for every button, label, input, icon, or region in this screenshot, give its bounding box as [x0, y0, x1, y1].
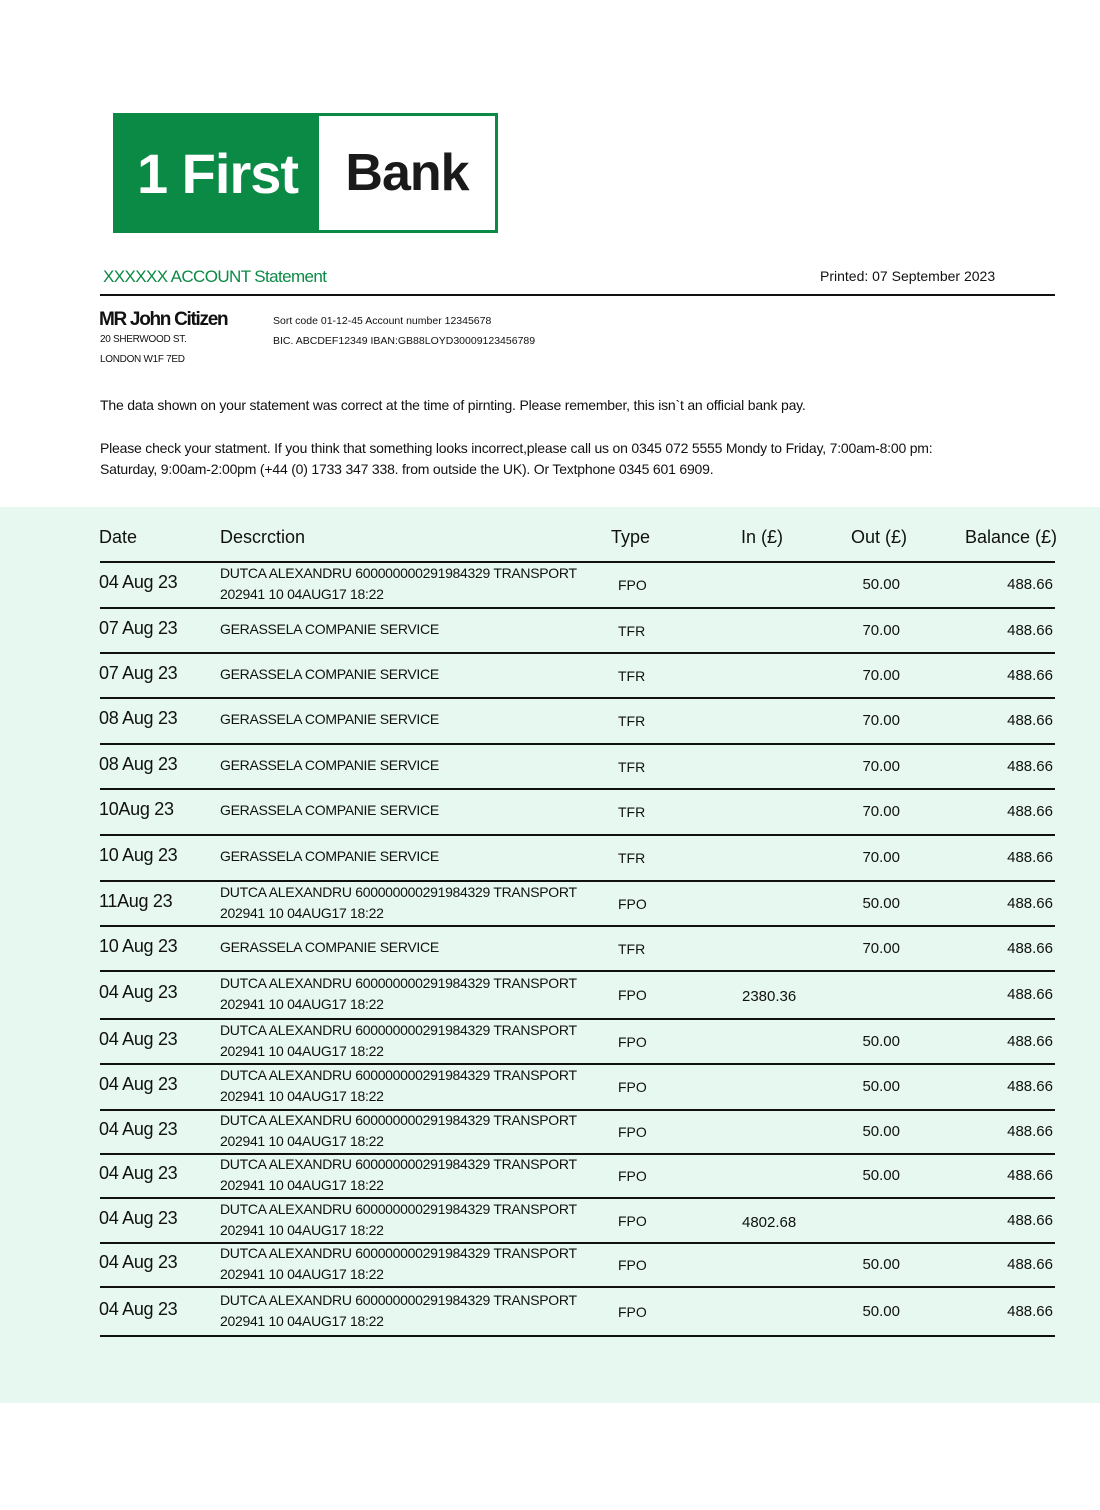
- cell-balance: 488.66: [1007, 622, 1053, 639]
- cell-date: 10 Aug 23: [99, 936, 178, 956]
- cell-balance: 488.66: [1007, 895, 1053, 912]
- cell-balance: 488.66: [1007, 1167, 1053, 1184]
- table-row: [0, 1111, 1100, 1155]
- row-divider: [100, 1335, 1055, 1337]
- description-line-1: DUTCA ALEXANDRU 600000000291984329 TRANSPORT: [220, 1245, 577, 1261]
- cell-type: TFR: [618, 759, 646, 775]
- cell-date: 04 Aug 23: [99, 1163, 178, 1183]
- description-line-1: DUTCA ALEXANDRU 600000000291984329 TRANSPORT: [220, 1156, 577, 1172]
- bic-iban: BIC. ABCDEF12349 IBAN:GB88LOYD30009123456789: [273, 335, 536, 347]
- logo-word-bank: Bank: [345, 144, 469, 202]
- cell-description: GERASSELA COMPANIE SERVICE: [220, 848, 439, 864]
- description-line-2: 202941 10 04AUG17 18:22: [220, 1266, 384, 1282]
- table-row: [0, 1199, 1100, 1244]
- column-header-in: In (£): [741, 527, 784, 547]
- table-header: [0, 507, 1100, 563]
- cell-date: 07 Aug 23: [99, 618, 178, 638]
- cell-date: 08 Aug 23: [99, 754, 178, 774]
- cell-type: TFR: [618, 804, 646, 820]
- cell-type: FPO: [618, 1079, 647, 1095]
- table-row: [0, 745, 1100, 790]
- cell-type: FPO: [618, 1257, 647, 1273]
- cell-date: 04 Aug 23: [99, 1119, 178, 1139]
- cell-date: 04 Aug 23: [99, 1252, 178, 1272]
- cell-balance: 488.66: [1007, 1212, 1053, 1229]
- address-line-1: 20 SHERWOOD ST.: [100, 334, 187, 345]
- cell-type: FPO: [618, 896, 647, 912]
- table-row: [0, 563, 1100, 609]
- cell-description: GERASSELA COMPANIE SERVICE: [220, 802, 439, 818]
- cell-type: FPO: [618, 987, 647, 1003]
- cell-balance: 488.66: [1007, 1123, 1053, 1140]
- cell-description: GERASSELA COMPANIE SERVICE: [220, 666, 439, 682]
- cell-out-amount: 50.00: [862, 1303, 900, 1320]
- cell-type: TFR: [618, 668, 646, 684]
- cell-out-amount: 70.00: [862, 667, 900, 684]
- description-line-2: 202941 10 04AUG17 18:22: [220, 996, 384, 1012]
- logo-word-first: First: [181, 141, 299, 205]
- table-row: [0, 1065, 1100, 1111]
- cell-date: 04 Aug 23: [99, 1074, 178, 1094]
- cell-description: [220, 882, 577, 924]
- cell-date: 10 Aug 23: [99, 845, 178, 865]
- description-line-1: DUTCA ALEXANDRU 600000000291984329 TRANSPORT: [220, 975, 577, 991]
- cell-balance: 488.66: [1007, 1078, 1053, 1095]
- cell-out-amount: 70.00: [862, 622, 900, 639]
- cell-out-amount: 50.00: [862, 1033, 900, 1050]
- table-row: [0, 927, 1100, 972]
- description-line-1: DUTCA ALEXANDRU 600000000291984329 TRANSPORT: [220, 884, 577, 900]
- cell-date: 08 Aug 23: [99, 708, 178, 728]
- cell-description: [220, 1154, 577, 1196]
- cell-out-amount: 50.00: [862, 1256, 900, 1273]
- description-line-1: DUTCA ALEXANDRU 600000000291984329 TRANSPORT: [220, 1292, 577, 1308]
- cell-balance: 488.66: [1007, 803, 1053, 820]
- cell-description: GERASSELA COMPANIE SERVICE: [220, 711, 439, 727]
- column-header-balance: Balance (£): [965, 527, 1058, 547]
- cell-description: [220, 973, 577, 1015]
- table-row: [0, 836, 1100, 882]
- column-header-type: Type: [611, 527, 651, 547]
- cell-type: FPO: [618, 1168, 647, 1184]
- cell-in-amount: 2380.36: [742, 988, 797, 1005]
- address-line-2: LONDON W1F 7ED: [100, 354, 185, 365]
- cell-balance: 488.66: [1007, 1256, 1053, 1273]
- cell-date: 04 Aug 23: [99, 1208, 178, 1228]
- cell-out-amount: 50.00: [862, 895, 900, 912]
- header-divider: [100, 294, 1055, 296]
- description-line-1: DUTCA ALEXANDRU 600000000291984329 TRANSPORT: [220, 1201, 577, 1217]
- cell-description: GERASSELA COMPANIE SERVICE: [220, 621, 439, 637]
- logo-white-block: [319, 116, 495, 230]
- cell-description: [220, 1110, 577, 1152]
- cell-balance: 488.66: [1007, 940, 1053, 957]
- table-row: [0, 972, 1100, 1020]
- column-header-date: Date: [99, 527, 138, 547]
- logo-number: 1: [136, 141, 168, 205]
- logo-green-block: [116, 116, 319, 230]
- cell-out-amount: 50.00: [862, 576, 900, 593]
- cell-type: FPO: [618, 577, 647, 593]
- table-row: [0, 1155, 1100, 1199]
- cell-description: [220, 563, 577, 605]
- description-line-1: DUTCA ALEXANDRU 600000000291984329 TRANSPORT: [220, 1112, 577, 1128]
- cell-date: 04 Aug 23: [99, 1299, 178, 1319]
- cell-description: GERASSELA COMPANIE SERVICE: [220, 757, 439, 773]
- column-header-description: Descrction: [220, 527, 306, 547]
- cell-balance: 488.66: [1007, 1033, 1053, 1050]
- contact-notice: Please check your statment. If you think that something looks incorrect,please call us on 0345 072 5555 Mondy to Friday, 7:00am-8:00 pm: Saturday, 9:00am-2:00pm (+44 (0) 1733 347 338. from outside the UK). Or Textphone 0345 601 6909.: [100, 440, 933, 477]
- cell-date: 07 Aug 23: [99, 663, 178, 683]
- table-row: [0, 1288, 1100, 1337]
- table-row: [0, 699, 1100, 745]
- cell-balance: 488.66: [1007, 667, 1053, 684]
- cell-type: FPO: [618, 1124, 647, 1140]
- cell-date: 04 Aug 23: [99, 572, 178, 592]
- column-header-out: Out (£): [851, 527, 908, 547]
- cell-balance: 488.66: [1007, 1303, 1053, 1320]
- cell-balance: 488.66: [1007, 986, 1053, 1003]
- cell-out-amount: 70.00: [862, 803, 900, 820]
- table-row: [0, 654, 1100, 699]
- customer-name: MR John Citizen: [99, 309, 228, 330]
- description-line-2: 202941 10 04AUG17 18:22: [220, 1088, 384, 1104]
- cell-type: FPO: [618, 1304, 647, 1320]
- cell-out-amount: 50.00: [862, 1167, 900, 1184]
- cell-type: TFR: [618, 941, 646, 957]
- description-line-1: DUTCA ALEXANDRU 600000000291984329 TRANSPORT: [220, 565, 577, 581]
- cell-balance: 488.66: [1007, 849, 1053, 866]
- cell-out-amount: 50.00: [862, 1078, 900, 1095]
- table-row: [0, 1244, 1100, 1288]
- statement-title: XXXXXX ACCOUNT Statement: [103, 267, 327, 286]
- description-line-2: 202941 10 04AUG17 18:22: [220, 586, 384, 602]
- sort-code-account-number: Sort code 01-12-45 Account number 12345678: [273, 315, 492, 327]
- cell-balance: 488.66: [1007, 712, 1053, 729]
- cell-out-amount: 50.00: [862, 1123, 900, 1140]
- description-line-2: 202941 10 04AUG17 18:22: [220, 905, 384, 921]
- description-line-1: DUTCA ALEXANDRU 600000000291984329 TRANSPORT: [220, 1067, 577, 1083]
- description-line-2: 202941 10 04AUG17 18:22: [220, 1313, 384, 1329]
- cell-in-amount: 4802.68: [742, 1214, 797, 1231]
- table-row: [0, 882, 1100, 927]
- cell-description: [220, 1290, 577, 1332]
- cell-type: FPO: [618, 1213, 647, 1229]
- cell-balance: 488.66: [1007, 576, 1053, 593]
- cell-type: TFR: [618, 850, 646, 866]
- transactions-panel: [0, 507, 1100, 1403]
- cell-type: FPO: [618, 1034, 647, 1050]
- cell-date: 10Aug 23: [99, 799, 174, 819]
- table-row: [0, 609, 1100, 654]
- description-line-2: 202941 10 04AUG17 18:22: [220, 1177, 384, 1193]
- description-line-2: 202941 10 04AUG17 18:22: [220, 1222, 384, 1238]
- cell-out-amount: 70.00: [862, 758, 900, 775]
- cell-date: 11Aug 23: [99, 891, 173, 911]
- cell-description: [220, 1243, 577, 1285]
- cell-description: [220, 1020, 577, 1062]
- cell-out-amount: 70.00: [862, 849, 900, 866]
- accuracy-notice: The data shown on your statement was correct at the time of pirnting. Please remember, this isn`t an official bank pay.: [100, 397, 806, 413]
- description-line-2: 202941 10 04AUG17 18:22: [220, 1043, 384, 1059]
- cell-out-amount: 70.00: [862, 940, 900, 957]
- cell-date: 04 Aug 23: [99, 1029, 178, 1049]
- table-row: [0, 1020, 1100, 1065]
- cell-balance: 488.66: [1007, 758, 1053, 775]
- description-line-2: 202941 10 04AUG17 18:22: [220, 1133, 384, 1149]
- cell-description: GERASSELA COMPANIE SERVICE: [220, 939, 439, 955]
- cell-description: [220, 1065, 577, 1107]
- cell-date: 04 Aug 23: [99, 982, 178, 1002]
- cell-type: TFR: [618, 713, 646, 729]
- cell-description: [220, 1199, 577, 1241]
- table-row: [0, 790, 1100, 836]
- description-line-1: DUTCA ALEXANDRU 600000000291984329 TRANSPORT: [220, 1022, 577, 1038]
- cell-out-amount: 70.00: [862, 712, 900, 729]
- cell-type: TFR: [618, 623, 646, 639]
- printed-date: Printed: 07 September 2023: [820, 268, 996, 284]
- bank-logo: [113, 113, 498, 233]
